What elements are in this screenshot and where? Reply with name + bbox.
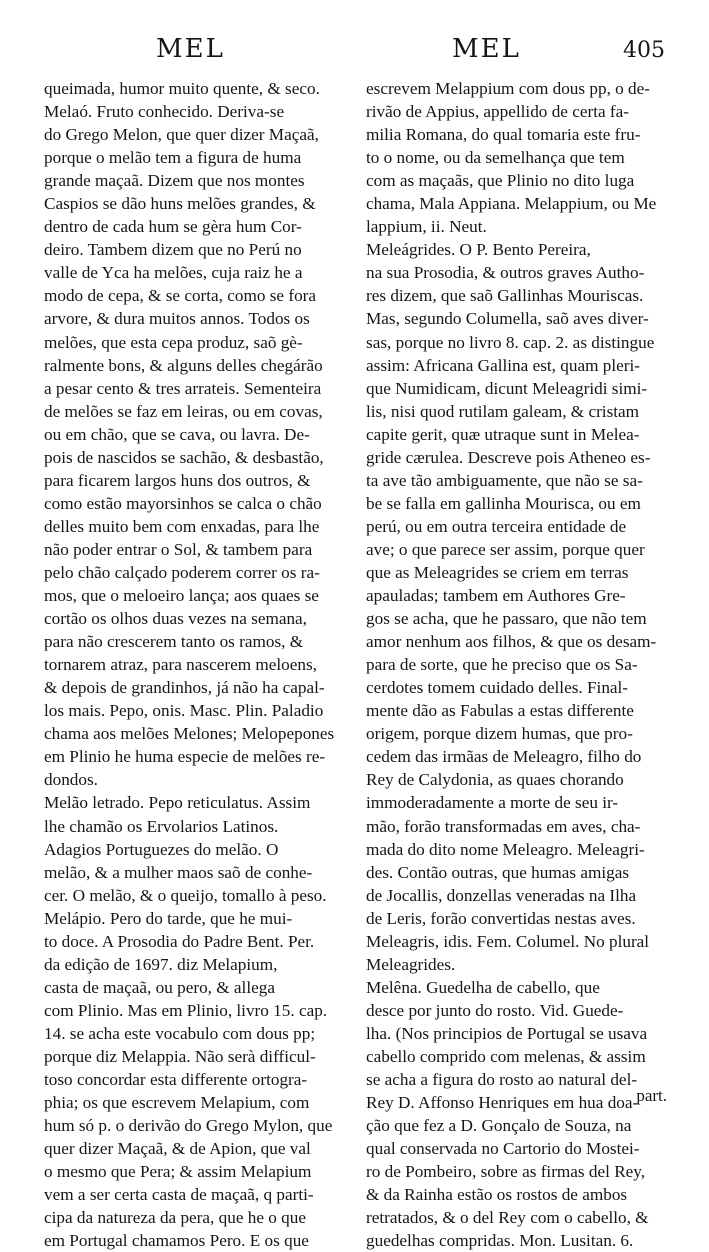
- text-line: des. Contão outras, que humas amigas: [366, 862, 630, 882]
- text-line: melões, que esta cepa produz, saõ gè-: [44, 332, 303, 352]
- page-number: 405: [623, 38, 665, 63]
- text-line: arvore, & dura muitos annos. Todos os: [44, 309, 310, 329]
- text-line: Caspios se dão huns melões grandes, &: [44, 194, 316, 214]
- text-line: ta ave tão ambiguamente, que não se sa-: [366, 470, 643, 490]
- text-line: escrevem Melappium com dous pp, o de-: [366, 79, 650, 98]
- text-line: dentro de cada hum se gèra hum Cor-: [44, 217, 302, 237]
- text-line: toso concordar esta differente ortogra-: [44, 1070, 308, 1090]
- text-line: cabello comprido com melenas, & assim: [366, 1046, 646, 1066]
- text-line: não poder entrar o Sol, & tambem para: [44, 539, 313, 559]
- catchword: part.: [636, 1086, 667, 1105]
- text-line: modo de cepa, & se corta, como se fora: [44, 286, 317, 306]
- text-line: be se falla em gallinha Mourisca, ou em: [366, 493, 641, 513]
- text-line: ção que fez a D. Gonçalo de Souza, na: [366, 1116, 632, 1136]
- right-text-column: [366, 77, 656, 1252]
- text-line: deiro. Tambem dizem que no Perú no: [44, 240, 302, 260]
- text-line: 14. se acha este vocabulo com dous pp;: [44, 1023, 316, 1043]
- text-line: delles muito bem com enxadas, para lhe: [44, 516, 320, 536]
- text-line: como estão mayorsinhos se calca o chão: [44, 493, 322, 513]
- text-line: lhe chamão os Ervolarios Latinos.: [44, 816, 279, 836]
- text-line: Meleagrides.: [366, 954, 456, 974]
- text-line: milia Romana, do qual tomaria este fru-: [366, 125, 641, 145]
- text-line: chama aos melões Melones; Melopepones: [44, 724, 334, 744]
- text-line: immoderadamente a morte de seu ir-: [366, 793, 619, 813]
- text-line: hum só p. o derivão do Grego Mylon, que: [44, 1116, 333, 1136]
- text-line: lis, nisi quod rutilam galeam, & cristam: [366, 401, 640, 421]
- text-line: que as Meleagrides se criem em terras: [366, 562, 629, 582]
- text-line: ralmente bons, & alguns delles chegárão: [44, 355, 323, 375]
- text-line: to o nome, ou da semelhança que tem: [366, 148, 625, 168]
- text-line: Mas, segundo Columella, saõ aves diver-: [366, 309, 649, 329]
- text-line: quer dizer Maçaã, & de Apion, que val: [44, 1139, 311, 1159]
- text-line: capite gerit, quæ utraque sunt in Melea-: [366, 424, 640, 444]
- text-line: se acha a figura do rosto ao natural del-: [366, 1070, 638, 1090]
- text-line: queimada, humor muito quente, & seco.: [44, 79, 320, 98]
- text-line: cer. O melão, & o queijo, tomallo à peso.: [44, 885, 327, 905]
- text-line: & da Rainha estão os rostos de ambos: [366, 1185, 628, 1205]
- text-line: to doce. A Prosodia do Padre Bent. Per.: [44, 931, 315, 951]
- text-line: desce por junto do rosto. Vid. Guede-: [366, 1000, 624, 1020]
- text-line: que Numidicam, dicunt Meleagridi simi-: [366, 378, 648, 398]
- text-line: em Plinio he huma especie de melões re-: [44, 747, 326, 767]
- text-line: Rey D. Affonso Henriques em hua doa-: [366, 1093, 639, 1113]
- text-line: lha. (Nos principios de Portugal se usava: [366, 1023, 648, 1043]
- text-line: rivão de Appius, appellido de certa fa-: [366, 102, 629, 122]
- text-line: cedem das irmãas de Meleagro, filho do: [366, 747, 642, 767]
- left-text-column: [44, 77, 334, 1252]
- text-line: a pesar cento & tres arrateis. Sementeira: [44, 378, 322, 398]
- text-line: res dizem, que saõ Gallinhas Mouriscas.: [366, 286, 644, 306]
- right-running-header: MEL: [452, 34, 521, 64]
- text-line: ro de Pombeiro, sobre as firmas del Rey,: [366, 1162, 646, 1182]
- text-line: em Portugal chamamos Pero. E os que: [44, 1231, 309, 1251]
- text-line: mente dão as Fabulas a estas differente: [366, 701, 634, 721]
- text-line: casta de maçaã, ou pero, & allega: [44, 977, 275, 997]
- text-line: porque diz Melappia. Não serà difficul-: [44, 1046, 316, 1066]
- text-line: vem a ser certa casta de maçaã, q parti-: [44, 1185, 314, 1205]
- text-line: mão, forão transformadas em aves, cha-: [366, 816, 641, 836]
- text-line: com as maçaãs, que Plinio no dito luga: [366, 171, 635, 191]
- text-line: apauladas; tambem em Authores Gre-: [366, 586, 626, 606]
- left-running-header: MEL: [156, 34, 225, 64]
- text-line: qual conservada no Cartorio do Mostei-: [366, 1139, 640, 1159]
- text-line: dondos.: [44, 770, 98, 790]
- text-line: perú, ou em outra terceira entidade de: [366, 516, 627, 536]
- text-line: ou em chão, que se cava, ou lavra. De-: [44, 424, 310, 444]
- text-line: lappium, ii. Neut.: [366, 217, 487, 237]
- text-line: na sua Prosodia, & outros graves Autho-: [366, 263, 645, 283]
- text-line: pois de nascidos se sachão, & desbastão,: [44, 447, 324, 467]
- text-line: Rey de Calydonia, as quaes chorando: [366, 770, 624, 790]
- text-line: de Jocallis, donzellas veneradas na Ilha: [366, 885, 637, 905]
- text-line: o mesmo que Pera; & assim Melapium: [44, 1162, 312, 1182]
- text-line: de melões se faz em leiras, ou em covas,: [44, 401, 323, 421]
- text-line: Meleágrides. O P. Bento Pereira,: [366, 240, 591, 260]
- text-line: chama, Mala Appiana. Melappium, ou Me: [366, 194, 657, 214]
- text-line: ave; o que parece ser assim, porque quer: [366, 539, 645, 559]
- text-line: phia; os que escrevem Melapium, com: [44, 1093, 310, 1113]
- text-line: guedelhas compridas. Mon. Lusitan. 6.: [366, 1231, 634, 1251]
- text-line: gos se acha, que he passaro, que não tem: [366, 609, 647, 629]
- text-line: cerdotes tomem cuidado delles. Final-: [366, 678, 629, 698]
- text-line: retratados, & o del Rey com o cabello, &: [366, 1208, 649, 1228]
- text-line: com Plinio. Mas em Plinio, livro 15. cap.: [44, 1000, 328, 1020]
- text-line: para ficarem largos huns dos outros, &: [44, 470, 311, 490]
- text-line: origem, porque dizem humas, que pro-: [366, 724, 633, 744]
- text-line: assim: Africana Gallina est, quam pleri-: [366, 355, 640, 375]
- text-line: Melaó. Fruto conhecido. Deriva-se: [44, 102, 285, 122]
- text-line: melão, & a mulher maos saõ de conhe-: [44, 862, 313, 882]
- text-line: mos, que o meloeiro lança; aos quaes se: [44, 586, 319, 606]
- text-line: porque o melão tem a figura de huma: [44, 148, 302, 168]
- text-line: Melêna. Guedelha de cabello, que: [366, 977, 600, 997]
- text-line: do Grego Melon, que quer dizer Maçaã,: [44, 125, 319, 145]
- text-line: Melápio. Pero do tarde, que he mui-: [44, 908, 293, 928]
- text-line: Adagios Portuguezes do melão. O: [44, 839, 279, 859]
- text-line: para de sorte, que he preciso que os Sa-: [366, 655, 638, 675]
- text-line: Melão letrado. Pepo reticulatus. Assim: [44, 793, 311, 813]
- text-line: sas, porque no livro 8. cap. 2. as distingue: [366, 332, 655, 352]
- text-line: para não crescerem tanto os ramos, &: [44, 632, 304, 652]
- text-line: da edição de 1697. diz Melapium,: [44, 954, 278, 974]
- text-line: pelo chão calçado poderem correr os ra-: [44, 562, 320, 582]
- text-line: valle de Yca ha melões, cuja raiz he a: [44, 263, 303, 283]
- text-line: cortão os olhos duas vezes na semana,: [44, 609, 307, 629]
- text-line: los mais. Pepo, onis. Masc. Plin. Paladio: [44, 701, 324, 721]
- text-line: cipa da natureza da pera, que he o que: [44, 1208, 306, 1228]
- text-line: gride cærulea. Descreve pois Atheneo es-: [366, 447, 651, 467]
- text-line: mada do dito nome Meleagro. Meleagri-: [366, 839, 645, 859]
- text-line: de Leris, forão convertidas nestas aves.: [366, 908, 636, 928]
- text-line: amor nenhum aos filhos, & que os desam-: [366, 632, 656, 652]
- text-line: tornarem atraz, para nascerem meloens,: [44, 655, 317, 675]
- text-line: Meleagris, idis. Fem. Columel. No plural: [366, 931, 650, 951]
- text-line: grande maçaã. Dizem que nos montes: [44, 171, 305, 191]
- text-line: & depois de grandinhos, já não ha capal-: [44, 678, 325, 698]
